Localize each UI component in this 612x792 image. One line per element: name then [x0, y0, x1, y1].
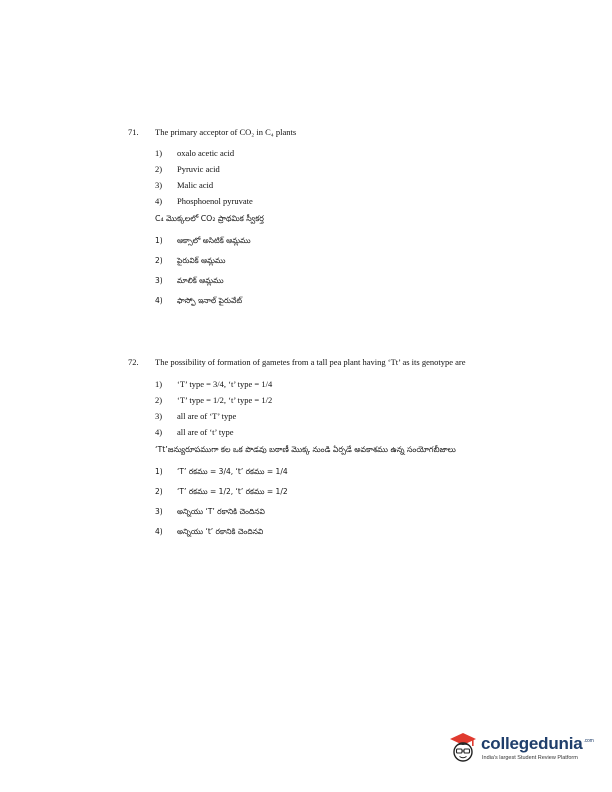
option-number: 2) — [155, 395, 163, 405]
question-stem-row — [128, 357, 488, 368]
option-item — [155, 424, 488, 440]
telugu-option-item — [155, 522, 488, 542]
option-number: 3) — [155, 276, 163, 285]
option-item — [155, 145, 488, 161]
option-number: 4) — [155, 196, 163, 206]
telugu-option-text: ఆక్సాలో అసిటిక్ ఆమ్లము — [177, 236, 251, 245]
option-number: 4) — [155, 427, 163, 437]
question-number: 71. — [128, 127, 139, 137]
telugu-question-stem: C₄ మొక్కలలో CO₂ ప్రాథమిక స్వీకర్త — [155, 214, 264, 223]
option-item — [155, 177, 488, 193]
telugu-option-list — [155, 462, 488, 542]
telugu-option-item — [155, 502, 488, 522]
telugu-option-text: అన్నియు ‘T’ రకానికి చెందినవి — [177, 507, 265, 516]
telugu-option-item — [155, 231, 488, 251]
option-number: 1) — [155, 148, 163, 158]
option-number: 4) — [155, 296, 163, 305]
option-text: oxalo acetic acid — [177, 148, 235, 158]
logo-brand-name — [481, 734, 594, 754]
telugu-option-list — [155, 231, 488, 311]
question-number: 72. — [128, 357, 139, 367]
option-text: Pyruvic acid — [177, 164, 220, 174]
question-stem: The primary acceptor of CO₂ in C₄ plants — [155, 127, 297, 137]
option-number: 3) — [155, 411, 163, 421]
brand-domain: .com — [583, 738, 594, 745]
telugu-option-item — [155, 482, 488, 502]
option-number: 2) — [155, 164, 163, 174]
option-item — [155, 376, 488, 392]
option-text: ‘T’ type = 1/2, ‘t’ type = 1/2 — [177, 395, 273, 405]
option-number: 1) — [155, 236, 163, 245]
graduate-face-icon — [447, 731, 479, 767]
option-item — [155, 161, 488, 177]
option-text: all are of ‘t’ type — [177, 427, 234, 437]
option-text: ‘T’ type = 3/4, ‘t’ type = 1/4 — [177, 379, 273, 389]
option-text: Malic acid — [177, 180, 214, 190]
telugu-option-text: ‘T’ రకము = 1/2, ‘t’ రకము = 1/2 — [177, 487, 288, 496]
telugu-option-text: ‘T’ రకము = 3/4, ‘t’ రకము = 1/4 — [177, 467, 288, 476]
telugu-option-item — [155, 291, 488, 311]
option-number: 3) — [155, 507, 163, 516]
question-stem-row — [128, 127, 488, 138]
option-text: Phosphoenol pyruvate — [177, 196, 253, 206]
option-number: 1) — [155, 379, 163, 389]
option-item — [155, 408, 488, 424]
option-number: 1) — [155, 467, 163, 476]
telugu-option-text: ఫాస్ఫో ఇనాల్ పైరువేట్ — [177, 296, 243, 305]
brand-text: collegedunia — [481, 734, 583, 753]
telugu-option-item — [155, 271, 488, 291]
telugu-option-item — [155, 462, 488, 482]
telugu-option-item — [155, 251, 488, 271]
option-number: 3) — [155, 180, 163, 190]
telugu-question-stem: ‘Tt’జన్యురూపముగా కల ఒక పొడవు బఠాణీ మొక్క నుండి ఏర్పడే అవకాశము ఉన్న సంయోగబీజాలు — [155, 445, 456, 454]
option-number: 4) — [155, 527, 163, 536]
telugu-option-text: పైరువిక్ ఆమ్లము — [177, 256, 226, 265]
collegedunia-logo[interactable] — [447, 731, 607, 767]
option-number: 2) — [155, 256, 163, 265]
logo-tagline: India's largest Student Review Platform — [482, 755, 578, 761]
option-list — [155, 376, 488, 440]
option-text: all are of ‘T’ type — [177, 411, 237, 421]
question-71 — [128, 127, 488, 311]
option-list — [155, 145, 488, 209]
option-item — [155, 193, 488, 209]
option-number: 2) — [155, 487, 163, 496]
option-item — [155, 392, 488, 408]
telugu-option-text: అన్నియు ‘t’ రకానికి చెందినవి — [177, 527, 264, 536]
telugu-option-text: మాలిక్ ఆమ్లము — [177, 276, 224, 285]
question-72 — [128, 357, 488, 542]
question-stem: The possibility of formation of gametes from a tall pea plant having ‘Tt’ as its genotype are — [155, 357, 466, 367]
